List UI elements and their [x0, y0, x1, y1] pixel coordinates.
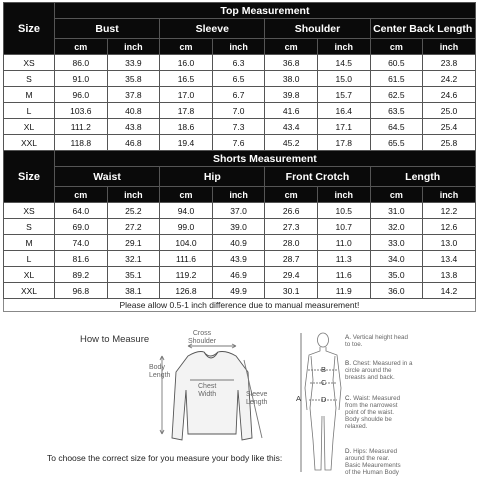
group-header: Front Crotch	[265, 167, 370, 187]
table-row	[4, 87, 476, 103]
value-cell: 86.0	[55, 55, 108, 71]
value-cell: 13.4	[423, 251, 476, 267]
value-cell: 81.6	[55, 251, 108, 267]
value-cell: 7.0	[212, 103, 265, 119]
value-cell: 7.3	[212, 119, 265, 135]
value-cell: 96.8	[55, 283, 108, 299]
unit-header: inch	[212, 187, 265, 203]
value-cell: 10.7	[317, 219, 370, 235]
group-header: Bust	[55, 19, 160, 39]
group-header: Hip	[160, 167, 265, 187]
value-cell: 32.0	[370, 219, 423, 235]
value-cell: 119.2	[160, 267, 213, 283]
value-cell: 43.4	[265, 119, 318, 135]
value-cell: 17.1	[317, 119, 370, 135]
value-cell: 13.0	[423, 235, 476, 251]
value-cell: 32.1	[107, 251, 160, 267]
group-header: Sleeve	[160, 19, 265, 39]
value-cell: 111.2	[55, 119, 108, 135]
value-cell: 17.8	[317, 135, 370, 151]
chest-width-label: Chest Width	[198, 383, 217, 398]
value-cell: 15.7	[317, 87, 370, 103]
value-cell: 28.0	[265, 235, 318, 251]
value-cell: 103.6	[55, 103, 108, 119]
unit-header: inch	[107, 39, 160, 55]
size-header: Size	[4, 3, 55, 55]
value-cell: 16.5	[160, 71, 213, 87]
value-cell: 36.0	[370, 283, 423, 299]
value-cell: 29.4	[265, 267, 318, 283]
value-cell: 27.2	[107, 219, 160, 235]
unit-header: cm	[160, 39, 213, 55]
table-row	[4, 71, 476, 87]
unit-header: inch	[317, 39, 370, 55]
size-cell: M	[4, 235, 55, 251]
value-cell: 38.1	[107, 283, 160, 299]
table-row	[4, 55, 476, 71]
size-cell: L	[4, 251, 55, 267]
cross-shoulder-label: Cross Shoulder	[188, 330, 217, 345]
shorts-measurement-table	[3, 150, 476, 312]
value-cell: 41.6	[265, 103, 318, 119]
value-cell: 96.0	[55, 87, 108, 103]
size-cell: XL	[4, 119, 55, 135]
value-cell: 11.0	[317, 235, 370, 251]
value-cell: 35.1	[107, 267, 160, 283]
value-cell: 43.8	[107, 119, 160, 135]
size-cell: XXL	[4, 283, 55, 299]
marker-b: B	[321, 365, 327, 374]
unit-header: cm	[55, 187, 108, 203]
unit-header: cm	[370, 39, 423, 55]
value-cell: 35.0	[370, 267, 423, 283]
value-cell: 91.0	[55, 71, 108, 87]
size-cell: S	[4, 71, 55, 87]
value-cell: 49.9	[212, 283, 265, 299]
top-measurement-table	[3, 2, 476, 151]
value-cell: 89.2	[55, 267, 108, 283]
unit-header: cm	[265, 187, 318, 203]
value-cell: 11.9	[317, 283, 370, 299]
group-header: Length	[370, 167, 475, 187]
value-cell: 11.6	[317, 267, 370, 283]
value-cell: 126.8	[160, 283, 213, 299]
sleeve-length-label: Sleeve Length	[246, 391, 268, 406]
value-cell: 69.0	[55, 219, 108, 235]
size-cell: XL	[4, 267, 55, 283]
size-cell: XXL	[4, 135, 55, 151]
table-row	[4, 119, 476, 135]
table-row	[4, 103, 476, 119]
value-cell: 16.0	[160, 55, 213, 71]
value-cell: 46.9	[212, 267, 265, 283]
value-cell: 25.0	[423, 103, 476, 119]
size-cell: XS	[4, 55, 55, 71]
table-row	[4, 135, 476, 151]
size-cell: M	[4, 87, 55, 103]
table-row	[4, 235, 476, 251]
human-body-diagram	[293, 330, 353, 480]
value-cell: 6.7	[212, 87, 265, 103]
value-cell: 27.3	[265, 219, 318, 235]
value-cell: 118.8	[55, 135, 108, 151]
value-cell: 24.2	[423, 71, 476, 87]
value-cell: 38.0	[265, 71, 318, 87]
marker-c: C	[321, 378, 327, 387]
table-row	[4, 283, 476, 299]
marker-d: D	[321, 395, 327, 404]
value-cell: 26.6	[265, 203, 318, 219]
value-cell: 40.9	[212, 235, 265, 251]
group-header: Center Back Length	[370, 19, 475, 39]
unit-header: inch	[107, 187, 160, 203]
group-header: Shoulder	[265, 19, 370, 39]
value-cell: 14.2	[423, 283, 476, 299]
unit-header: inch	[423, 39, 476, 55]
value-cell: 7.6	[212, 135, 265, 151]
value-cell: 25.8	[423, 135, 476, 151]
value-cell: 29.1	[107, 235, 160, 251]
value-cell: 99.0	[160, 219, 213, 235]
value-cell: 10.5	[317, 203, 370, 219]
step-b: B. Chest: Measured in a circle around the breasts and back.	[345, 360, 413, 381]
value-cell: 17.8	[160, 103, 213, 119]
value-cell: 28.7	[265, 251, 318, 267]
value-cell: 23.8	[423, 55, 476, 71]
value-cell: 94.0	[160, 203, 213, 219]
value-cell: 63.5	[370, 103, 423, 119]
note-row	[4, 299, 476, 312]
top-measurement-title: Top Measurement	[55, 3, 476, 19]
value-cell: 25.2	[107, 203, 160, 219]
shorts-measurement-title: Shorts Measurement	[55, 151, 476, 167]
value-cell: 36.8	[265, 55, 318, 71]
value-cell: 6.3	[212, 55, 265, 71]
value-cell: 37.0	[212, 203, 265, 219]
table-row	[4, 267, 476, 283]
value-cell: 25.4	[423, 119, 476, 135]
value-cell: 31.0	[370, 203, 423, 219]
value-cell: 17.0	[160, 87, 213, 103]
value-cell: 40.8	[107, 103, 160, 119]
value-cell: 62.5	[370, 87, 423, 103]
value-cell: 39.8	[265, 87, 318, 103]
value-cell: 35.8	[107, 71, 160, 87]
unit-header: inch	[423, 187, 476, 203]
table-row	[4, 251, 476, 267]
size-header: Size	[4, 151, 55, 203]
value-cell: 11.3	[317, 251, 370, 267]
size-cell: S	[4, 219, 55, 235]
value-cell: 13.8	[423, 267, 476, 283]
unit-header: inch	[317, 187, 370, 203]
unit-header: cm	[160, 187, 213, 203]
value-cell: 16.4	[317, 103, 370, 119]
unit-header: cm	[370, 187, 423, 203]
unit-header: cm	[55, 39, 108, 55]
step-c: C. Waist: Measured from the narrowest point of the waist. Body shoulde be relaxed.	[345, 395, 401, 430]
value-cell: 33.0	[370, 235, 423, 251]
table-row	[4, 203, 476, 219]
value-cell: 12.6	[423, 219, 476, 235]
value-cell: 24.6	[423, 87, 476, 103]
value-cell: 60.5	[370, 55, 423, 71]
value-cell: 33.9	[107, 55, 160, 71]
value-cell: 12.2	[423, 203, 476, 219]
value-cell: 30.1	[265, 283, 318, 299]
value-cell: 64.5	[370, 119, 423, 135]
marker-a: A	[296, 394, 302, 403]
value-cell: 39.0	[212, 219, 265, 235]
choose-size-text: To choose the correct size for you measure your body like this:	[47, 453, 283, 463]
value-cell: 45.2	[265, 135, 318, 151]
step-d: D. Hips: Measured around the rear. Basic Meaurements of the Human Body	[345, 448, 401, 476]
value-cell: 111.6	[160, 251, 213, 267]
group-header: Waist	[55, 167, 160, 187]
value-cell: 18.6	[160, 119, 213, 135]
unit-header: cm	[265, 39, 318, 55]
value-cell: 46.8	[107, 135, 160, 151]
value-cell: 43.9	[212, 251, 265, 267]
value-cell: 74.0	[55, 235, 108, 251]
size-cell: L	[4, 103, 55, 119]
value-cell: 61.5	[370, 71, 423, 87]
unit-header: inch	[212, 39, 265, 55]
size-cell: XS	[4, 203, 55, 219]
how-to-measure-title: How to Measure	[80, 334, 150, 345]
value-cell: 64.0	[55, 203, 108, 219]
value-cell: 19.4	[160, 135, 213, 151]
measurement-note: Please allow 0.5-1 inch difference due to manual measurement!	[4, 299, 476, 312]
body-length-label: Body Length	[149, 364, 171, 379]
value-cell: 34.0	[370, 251, 423, 267]
value-cell: 104.0	[160, 235, 213, 251]
value-cell: 37.8	[107, 87, 160, 103]
value-cell: 14.5	[317, 55, 370, 71]
value-cell: 15.0	[317, 71, 370, 87]
step-a: A. Vertical height head to toe.	[345, 334, 409, 348]
table-row	[4, 219, 476, 235]
value-cell: 65.5	[370, 135, 423, 151]
value-cell: 6.5	[212, 71, 265, 87]
